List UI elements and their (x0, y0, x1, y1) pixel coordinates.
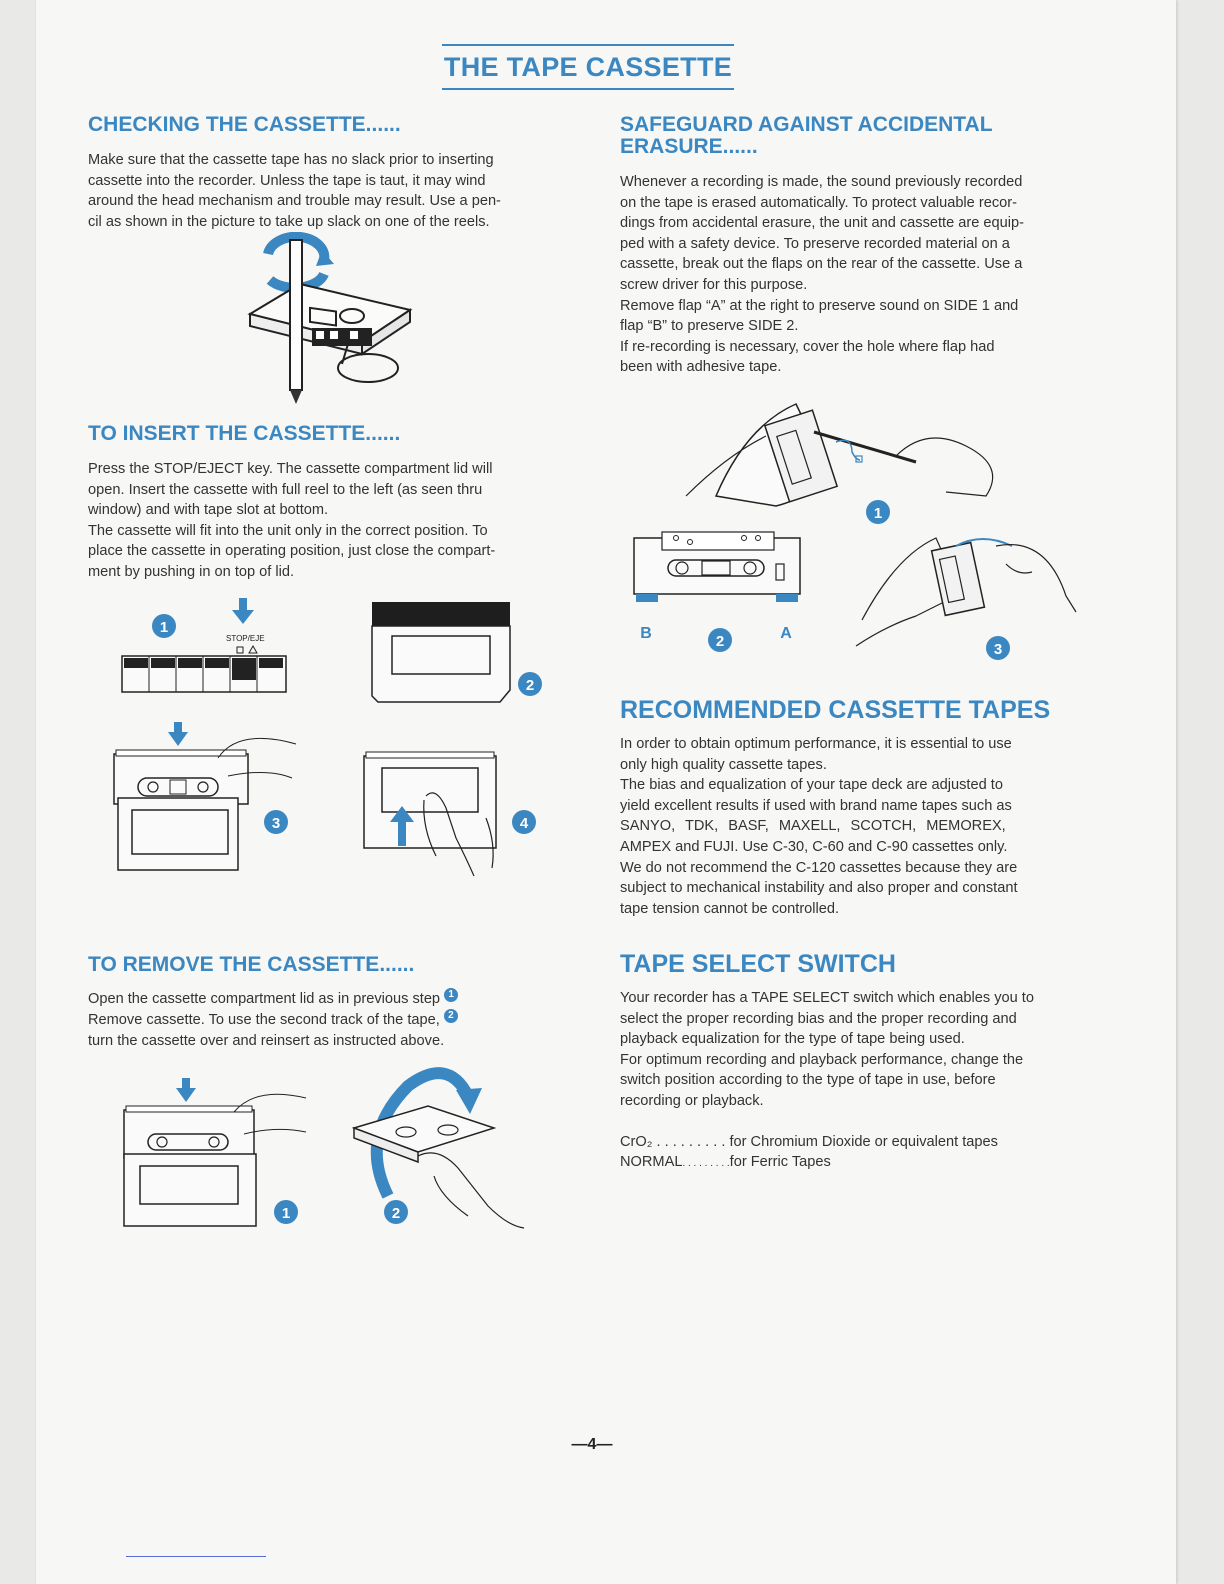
down-arrow-icon (168, 732, 188, 746)
insert-line: place the cassette in operating position, just close the compart- (88, 543, 496, 560)
svg-text:4: 4 (519, 815, 529, 832)
remove-step-2-illustration (348, 1056, 544, 1236)
tape-select-line: recording or playback. (620, 1092, 764, 1109)
recommended-line: tape tension cannot be controlled. (620, 900, 840, 917)
safeguard-line: flap “B” to preserve SIDE 2. (620, 318, 799, 335)
checking-line: cassette into the recorder. Unless the tape is taut, it may wind (88, 172, 486, 189)
tape-select-line: select the proper recording bias and the proper recording and (620, 1010, 1017, 1027)
page-title: THE TAPE CASSETTE (443, 51, 733, 82)
recommended-line: SANYO, TDK, BASF, MAXELL, SCOTCH, MEMOREX, (620, 818, 1006, 835)
screwdriver-icon (814, 432, 916, 462)
remove-line-3: turn the cassette over and reinsert as instructed above. (88, 1032, 445, 1049)
tape-select-line: switch position according to the type of tape in use, before (620, 1072, 996, 1089)
tape-select-line: playback equalization for the type of tape being used. (620, 1031, 965, 1048)
down-arrow-icon (232, 610, 254, 624)
page-number: —4— (571, 1436, 613, 1453)
insert-line: The cassette will fit into the unit only in the correct position. To (88, 522, 488, 539)
insert-section (88, 423, 554, 583)
remove-heading: TO REMOVE THE CASSETTE...... (88, 953, 415, 976)
recommended-line: The bias and equalization of your tape deck are adjusted to (620, 777, 1003, 794)
page-title-box (442, 44, 734, 90)
checking-line: cil as shown in the picture to take up slack on one of the reels. (88, 213, 490, 230)
recommended-heading: RECOMMENDED CASSETTE TAPES (620, 696, 1051, 724)
insert-heading: TO INSERT THE CASSETTE...... (88, 422, 401, 445)
insert-line: ment by pushing in on top of lid. (88, 563, 295, 580)
remove-section (88, 954, 554, 1052)
insert-step-2-illustration (368, 598, 548, 708)
step-ref-badge: 2 (444, 1009, 458, 1023)
safeguard-line: If re-recording is necessary, cover the hole where flap had (620, 338, 995, 355)
checking-section (88, 114, 554, 232)
safeguard-line: cassette, break out the flaps on the rear of the cassette. Use a (620, 256, 1023, 273)
tape-option-normal: NORMAL. . . . . . . . .for Ferric Tapes (620, 1154, 831, 1171)
recommended-line: subject to mechanical instability and also proper and constant (620, 880, 1018, 897)
insert-step-3-illustration (108, 718, 300, 878)
svg-text:1: 1 (281, 1205, 291, 1222)
tape-select-line: For optimum recording and playback performance, change the (620, 1051, 1024, 1068)
safeguard-line: Whenever a recording is made, the sound previously recorded (620, 174, 1023, 190)
safeguard-line: on the tape is erased automatically. To protect valuable recor- (620, 194, 1017, 211)
svg-text:STOP/EJE: STOP/EJE (226, 634, 265, 643)
insert-line: window) and with tape slot at bottom. (88, 502, 329, 519)
checking-line: around the head mechanism and trouble may result. Use a pen- (88, 193, 501, 210)
recommended-line: only high quality cassette tapes. (620, 756, 827, 773)
svg-text:1: 1 (873, 505, 883, 522)
recommended-line: AMPEX and FUJI. Use C-30, C-60 and C-90 cassettes only. (620, 838, 1008, 855)
step-ref-badge: 1 (444, 988, 458, 1002)
svg-text:3: 3 (993, 641, 1003, 658)
insert-step-1-illustration (118, 594, 290, 698)
remove-step-1-illustration (116, 1076, 312, 1236)
scan-mark (126, 1556, 266, 1557)
remove-line-1: Open the cassette compartment lid as in previous step 1 (88, 988, 554, 1009)
checking-line: Make sure that the cassette tape has no slack prior to inserting (88, 152, 494, 168)
safeguard-line: Remove flap “A” at the right to preserve sound on SIDE 1 and (620, 297, 1019, 314)
insert-line: open. Insert the cassette with full reel to the left (as seen thru (88, 481, 483, 498)
safeguard-heading-line-1: SAFEGUARD AGAINST ACCIDENTAL (620, 113, 993, 136)
hand (418, 1153, 524, 1228)
safeguard-heading-line-2: ERASURE...... (620, 135, 758, 158)
svg-text:1: 1 (159, 619, 169, 636)
remove-line-2: Remove cassette. To use the second track of the tape, 2 (88, 1009, 554, 1030)
flap-a-label: A (780, 625, 792, 642)
svg-text:3: 3 (271, 815, 281, 832)
safeguard-line: been with adhesive tape. (620, 359, 782, 376)
checking-heading: CHECKING THE CASSETTE...... (88, 113, 401, 136)
flap-b-label: B (640, 625, 652, 642)
svg-text:2: 2 (715, 633, 725, 650)
svg-text:2: 2 (525, 677, 535, 694)
tape-select-section (620, 950, 1088, 1175)
safeguard-section (620, 114, 1088, 378)
recommended-line: yield excellent results if used with brand name tapes such as (620, 797, 1012, 814)
recommended-section (620, 696, 1088, 919)
tape-select-line: Your recorder has a TAPE SELECT switch which enables you to (620, 990, 1034, 1006)
safeguard-line: dings from accidental erasure, the unit and cassette are equip- (620, 215, 1024, 232)
svg-text:2: 2 (391, 1205, 401, 1222)
eject-icon (249, 646, 257, 653)
safeguard-line: ped with a safety device. To preserve recorded material on a (620, 235, 1010, 252)
insert-line: Press the STOP/EJECT key. The cassette compartment lid will (88, 461, 493, 477)
tape-option-cro2: CrO₂ . . . . . . . . . for Chromium Dioxide or equivalent tapes (620, 1133, 998, 1150)
recommended-line: We do not recommend the C-120 cassettes because they are (620, 859, 1018, 876)
insert-step-4-illustration (356, 748, 546, 882)
recommended-line: In order to obtain optimum performance, it is essential to use (620, 736, 1012, 752)
safeguard-flap-illustration (626, 396, 1086, 668)
safeguard-line: screw driver for this purpose. (620, 276, 808, 293)
down-arrow-icon (176, 1088, 196, 1102)
pencil-cassette-illustration (240, 232, 420, 408)
tape-select-heading: TAPE SELECT SWITCH (620, 950, 896, 978)
